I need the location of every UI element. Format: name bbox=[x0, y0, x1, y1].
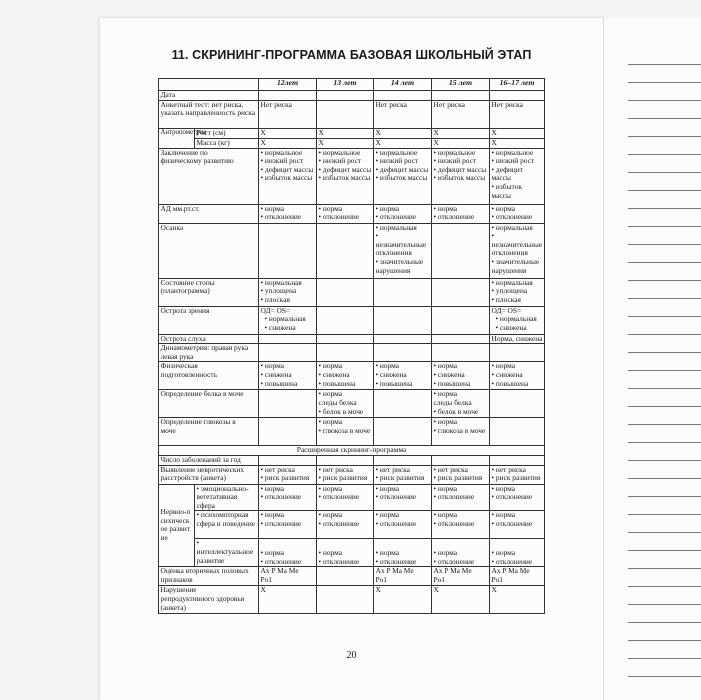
table-row-sexual bbox=[159, 567, 545, 586]
table-row-questionnaire bbox=[159, 100, 545, 128]
weight-mark-16-17: X bbox=[490, 138, 545, 148]
row-label-psych-intellect: • интеллектуальное развитие bbox=[195, 539, 259, 567]
note-line bbox=[628, 316, 701, 317]
table-row-psych-motor: • психомоторная сфера и поведение • норма • отклонение • норма • отклонение • норма • отклонение • норма • отклонение • норма • отклонение bbox=[159, 511, 545, 539]
note-line bbox=[628, 442, 701, 443]
note-line bbox=[628, 388, 701, 389]
weight-mark-14: X bbox=[374, 138, 432, 148]
note-line bbox=[628, 154, 701, 155]
row-label-hearing: Острота слуха bbox=[159, 334, 259, 344]
note-line bbox=[628, 100, 701, 101]
questionnaire-15: Нет риска bbox=[432, 100, 490, 128]
questionnaire-13 bbox=[317, 100, 374, 128]
row-label-repro: Нарушение репродуктивного здоровья (анкета) bbox=[159, 586, 259, 614]
sexual-16-17: Ax P Ma Me Po1 bbox=[490, 567, 545, 586]
table-row-foot: Состояние стопы (плантограмма) • нормальная • уплощена • плоская • нормальная • уплощена • плоская bbox=[159, 278, 545, 306]
screening-table bbox=[158, 78, 545, 614]
row-label-illness: Число заболеваний за год bbox=[159, 455, 259, 465]
note-line bbox=[628, 496, 701, 497]
row-label-bp: АД мм.рт.ст. bbox=[159, 204, 259, 223]
row-label-dynamometry: Динамометрия: правая рука левая рука bbox=[159, 344, 259, 362]
table-row-psych-emotional: Нервно-психическое развитие • эмоционально-вегетативная сфера • норма • отклонение • норма • отклонение • норма • отклонение • норма • отклонение • норма • отклонение bbox=[159, 484, 545, 511]
extended-program-heading: Расширенная скрининг-программа bbox=[159, 446, 545, 456]
weight-mark-15: X bbox=[432, 138, 490, 148]
questionnaire-14: Нет риска bbox=[374, 100, 432, 128]
note-line bbox=[628, 208, 701, 209]
height-mark-14: X bbox=[374, 128, 432, 138]
height-mark-15: X bbox=[432, 128, 490, 138]
row-label-questionnaire: Анкетный тест: нет риска, указать направленность риска bbox=[159, 100, 259, 128]
screening-table-wrapper bbox=[158, 78, 646, 614]
note-line bbox=[628, 82, 701, 83]
table-row-neuro: Выявление невротических расстройств (анкета) • нет риска • риск развития • нет риска • риск развития • нет риска • риск развития • нет риска • риск развития • нет риска • риск развития bbox=[159, 465, 545, 484]
repro-15: X bbox=[432, 586, 490, 614]
row-label-height: Рост (см) bbox=[195, 128, 259, 138]
lined-notes-area bbox=[603, 18, 701, 700]
table-row-fitness: Физическая подготовленность • норма • снижена • повышена • норма • снижена • повышена • норма • снижена • повышена • норма • снижена • повышена • норма • снижена • повышена bbox=[159, 362, 545, 390]
note-line bbox=[628, 640, 701, 641]
sexual-12: Ax P Ma Me Po1 bbox=[259, 567, 317, 586]
note-line bbox=[628, 550, 701, 551]
page-title: 11. СКРИНИНГ-ПРОГРАММА БАЗОВАЯ ШКОЛЬНЫЙ ЭТАП bbox=[171, 48, 532, 62]
sexual-14: Ax P Ma Me Po1 bbox=[374, 567, 432, 586]
note-line bbox=[628, 298, 701, 299]
note-line bbox=[628, 190, 701, 191]
col-header-16-17: 16–17 лет bbox=[490, 79, 545, 91]
row-label-foot: Состояние стопы (плантограмма) bbox=[159, 278, 259, 306]
weight-mark-12: X bbox=[259, 138, 317, 148]
row-label-psych: Нервно-психическое развитие bbox=[159, 484, 195, 567]
hearing-16-17: Норма, снижена bbox=[490, 334, 545, 344]
row-label-psych-emotional: • эмоционально-вегетативная сфера bbox=[195, 484, 259, 511]
note-line bbox=[628, 586, 701, 587]
row-label-glucose: Определение глюкозы в моче bbox=[159, 418, 259, 446]
note-line bbox=[628, 136, 701, 137]
note-line bbox=[628, 172, 701, 173]
row-label-sexual: Оценка вторичных половых признаков bbox=[159, 567, 259, 586]
col-header-15: 15 лет bbox=[432, 79, 490, 91]
repro-16-17: X bbox=[490, 586, 545, 614]
table-row-weight bbox=[159, 138, 545, 148]
note-line bbox=[628, 424, 701, 425]
note-line bbox=[628, 118, 701, 119]
note-line bbox=[628, 514, 701, 515]
table-row-vision: Острота зрения ОД= OS= • нормальная • снижена ОД= OS= • нормальная • снижена bbox=[159, 306, 545, 334]
note-line bbox=[628, 460, 701, 461]
table-row-date bbox=[159, 91, 545, 101]
note-line bbox=[628, 334, 701, 335]
note-line bbox=[628, 406, 701, 407]
row-label-phys-dev: Заключение по физическому развитию bbox=[159, 148, 259, 204]
note-line bbox=[628, 568, 701, 569]
note-line bbox=[628, 676, 701, 677]
table-row-glucose: Определение глюкозы в моче • норма • глюкоза в моче • норма • глюкоза в моче bbox=[159, 418, 545, 446]
note-line bbox=[628, 478, 701, 479]
questionnaire-12: Нет риска bbox=[259, 100, 317, 128]
page-number: 20 bbox=[346, 650, 357, 661]
note-line bbox=[628, 604, 701, 605]
note-line bbox=[628, 262, 701, 263]
note-line bbox=[628, 226, 701, 227]
row-label-protein: Определение белка в моче bbox=[159, 390, 259, 418]
note-line bbox=[628, 370, 701, 371]
table-row-dynamometry bbox=[159, 344, 545, 362]
note-line bbox=[628, 280, 701, 281]
row-label-posture: Осанка bbox=[159, 223, 259, 278]
note-line bbox=[628, 352, 701, 353]
table-header-row bbox=[159, 79, 545, 91]
height-mark-12: X bbox=[259, 128, 317, 138]
col-header-13: 13 лет bbox=[317, 79, 374, 91]
table-row-height bbox=[159, 128, 545, 138]
row-label-date: Дата bbox=[159, 91, 259, 101]
table-row-illness bbox=[159, 455, 545, 465]
repro-12: X bbox=[259, 586, 317, 614]
note-line bbox=[628, 244, 701, 245]
note-line bbox=[628, 658, 701, 659]
height-mark-13: X bbox=[317, 128, 374, 138]
row-label-neuro: Выявление невротических расстройств (анкета) bbox=[159, 465, 259, 484]
col-header-14: 14 лет bbox=[374, 79, 432, 91]
table-row-posture: Осанка • нормальная • незначительные отклонения • значительные нарушения • нормальная • незначительные отклонения • значительные нарушения bbox=[159, 223, 545, 278]
table-row-bp: АД мм.рт.ст. • норма • отклонение • норма • отклонение • норма • отклонение • норма • отклонение • норма • отклонение bbox=[159, 204, 545, 223]
questionnaire-16-17: Нет риска bbox=[490, 100, 545, 128]
note-line bbox=[628, 532, 701, 533]
row-label-weight: Масса (кг) bbox=[195, 138, 259, 148]
header-blank bbox=[159, 79, 259, 91]
row-label-fitness: Физическая подготовленность bbox=[159, 362, 259, 390]
row-label-psych-motor: • психомоторная сфера и поведение bbox=[195, 511, 259, 539]
height-mark-16-17: X bbox=[490, 128, 545, 138]
row-label-vision: Острота зрения bbox=[159, 306, 259, 334]
document-page bbox=[100, 18, 603, 700]
table-row-repro bbox=[159, 586, 545, 614]
row-label-anthropometry: Антропометрия bbox=[159, 128, 195, 148]
table-row-phys-dev: Заключение по физическому развитию • нормальное • низкий рост • дефицит массы • избыток массы • нормальное • низкий рост • дефицит массы • избыток массы • нормальное • низкий рост • дефицит массы • избыток массы • нормальное • низкий рост • дефицит массы • избыток массы • нормальное • низкий рост • дефицит массы • избыток массы bbox=[159, 148, 545, 204]
weight-mark-13: X bbox=[317, 138, 374, 148]
note-line bbox=[628, 622, 701, 623]
table-row-psych-intellect: • интеллектуальное развитие • норма • отклонение • норма • отклонение • норма • отклонение • норма • отклонение • норма • отклонение bbox=[159, 539, 545, 567]
repro-14: X bbox=[374, 586, 432, 614]
sexual-15: Ax P Ma Me Po1 bbox=[432, 567, 490, 586]
col-header-12: 12лет bbox=[259, 79, 317, 91]
note-line bbox=[628, 64, 701, 65]
table-row-protein: Определение белка в моче • норма следы белка • белок в моче • норма следы белка • белок в моче bbox=[159, 390, 545, 418]
